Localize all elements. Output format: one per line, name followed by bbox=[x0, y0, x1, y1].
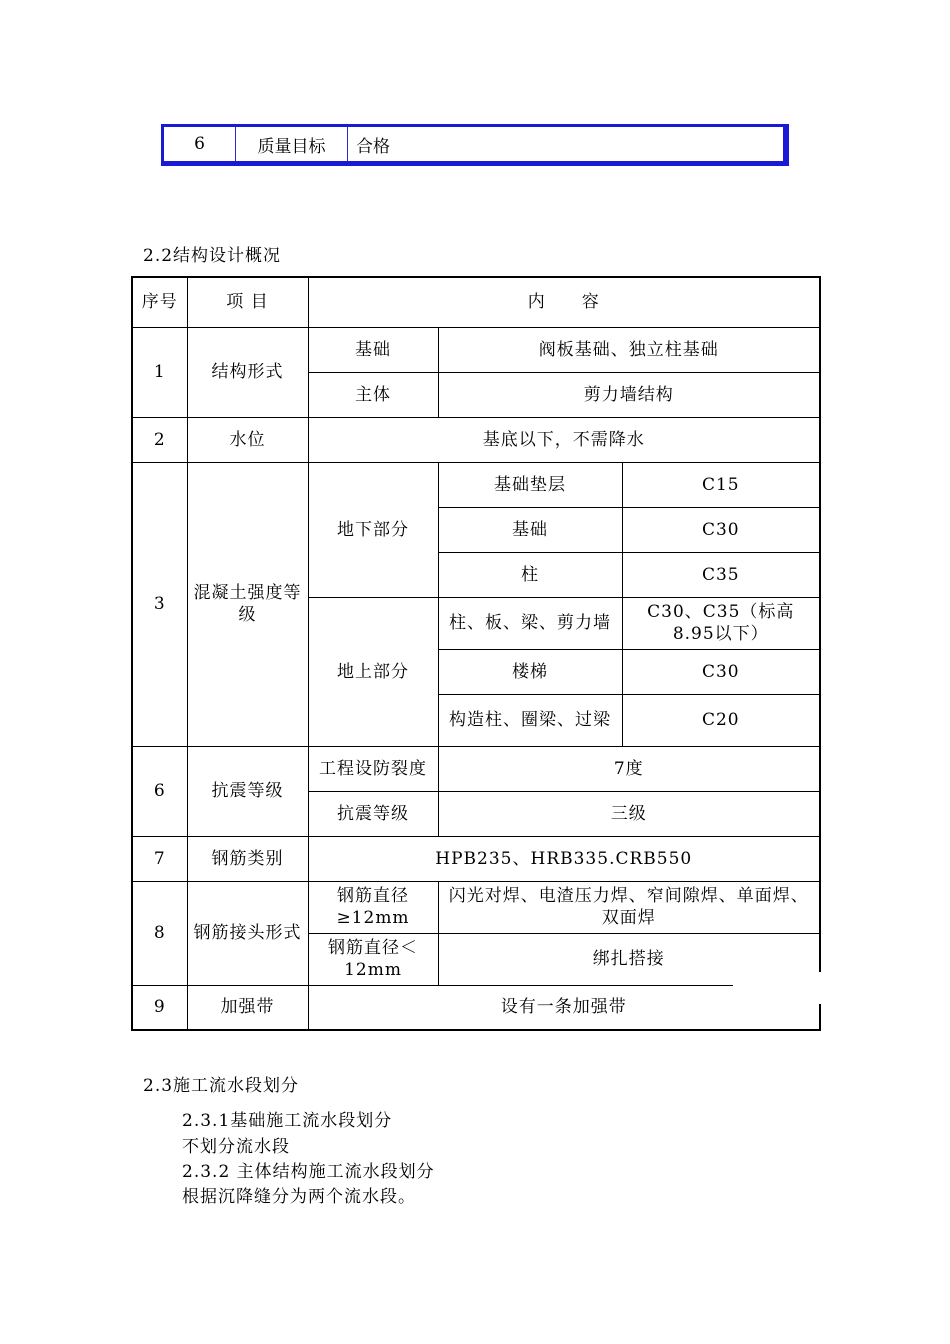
table-row bbox=[132, 417, 820, 462]
cell-no: 1 bbox=[132, 327, 187, 417]
row-number: 6 bbox=[164, 127, 236, 161]
quality-target-row bbox=[161, 124, 789, 166]
cell-grade: C30、C35（标高8.95以下） bbox=[622, 597, 820, 649]
cell-no: 7 bbox=[132, 836, 187, 881]
cell-sub-label: 抗震等级 bbox=[308, 791, 438, 836]
cell-sub-label: 钢筋直径＜12mm bbox=[308, 933, 438, 985]
cell-part: 柱、板、梁、剪力墙 bbox=[438, 597, 622, 649]
cell-grade: C30 bbox=[622, 649, 820, 694]
header-item: 项 目 bbox=[187, 277, 308, 327]
cell-part: 基础垫层 bbox=[438, 462, 622, 507]
cell-item: 水位 bbox=[187, 417, 308, 462]
cell-sub-label: 工程设防裂度 bbox=[308, 746, 438, 791]
cell-grade: C30 bbox=[622, 507, 820, 552]
table-row bbox=[132, 746, 820, 791]
subsection-heading-2-3-2: 2.3.2 主体结构施工流水段划分 bbox=[182, 1162, 435, 1182]
cell-sub-label: 地上部分 bbox=[308, 597, 438, 746]
cell-part: 楼梯 bbox=[438, 649, 622, 694]
border-gap bbox=[816, 972, 822, 1004]
cell-value: HPB235、HRB335.CRB550 bbox=[308, 836, 820, 881]
cell-part: 基础 bbox=[438, 507, 622, 552]
cell-no: 6 bbox=[132, 746, 187, 836]
row-content: 合格 bbox=[356, 136, 390, 157]
cell-grade: C15 bbox=[622, 462, 820, 507]
table-header-row bbox=[132, 277, 820, 327]
cell-item: 混凝土强度等级 bbox=[187, 462, 308, 746]
table-row bbox=[132, 881, 820, 933]
cell-no: 3 bbox=[132, 462, 187, 746]
subsection-text: 不划分流水段 bbox=[182, 1137, 290, 1157]
subsection-text: 根据沉降缝分为两个流水段。 bbox=[182, 1187, 416, 1207]
table-row bbox=[132, 985, 820, 1030]
cell-sub-label: 主体 bbox=[308, 372, 438, 417]
table-row bbox=[132, 462, 820, 507]
section-heading-2-2: 2.2结构设计概况 bbox=[143, 246, 282, 266]
section-heading-2-3: 2.3施工流水段划分 bbox=[143, 1076, 300, 1096]
structure-design-table bbox=[131, 276, 821, 1031]
cell-part: 柱 bbox=[438, 552, 622, 597]
cell-value: 7度 bbox=[438, 746, 820, 791]
cell-grade: C35 bbox=[622, 552, 820, 597]
cell-item: 钢筋接头形式 bbox=[187, 881, 308, 985]
cell-value: 三级 bbox=[438, 791, 820, 836]
cell-value: 基底以下，不需降水 bbox=[308, 417, 820, 462]
subsection-heading-2-3-1: 2.3.1基础施工流水段划分 bbox=[182, 1111, 393, 1131]
cell-no: 2 bbox=[132, 417, 187, 462]
row-item: 质量目标 bbox=[236, 127, 348, 161]
cell-sub-label: 钢筋直径≥12mm bbox=[308, 881, 438, 933]
cell-item: 抗震等级 bbox=[187, 746, 308, 836]
cell-value: 阀板基础、独立柱基础 bbox=[438, 327, 820, 372]
table-row bbox=[132, 327, 820, 372]
cell-sub-label: 基础 bbox=[308, 327, 438, 372]
border-gap bbox=[733, 984, 823, 987]
cell-value: 绑扎搭接 bbox=[438, 933, 820, 985]
cell-no: 9 bbox=[132, 985, 187, 1030]
table-row bbox=[132, 836, 820, 881]
header-content: 内 容 bbox=[308, 277, 820, 327]
cell-value: 剪力墙结构 bbox=[438, 372, 820, 417]
cell-grade: C20 bbox=[622, 694, 820, 746]
cell-item: 钢筋类别 bbox=[187, 836, 308, 881]
header-no: 序号 bbox=[132, 277, 187, 327]
cell-item: 加强带 bbox=[187, 985, 308, 1030]
cell-part: 构造柱、圈梁、过梁 bbox=[438, 694, 622, 746]
cell-value: 设有一条加强带 bbox=[308, 985, 820, 1030]
cell-sub-label: 地下部分 bbox=[308, 462, 438, 597]
cell-no: 8 bbox=[132, 881, 187, 985]
cell-value: 闪光对焊、电渣压力焊、窄间隙焊、单面焊、双面焊 bbox=[438, 881, 820, 933]
cell-item: 结构形式 bbox=[187, 327, 308, 417]
